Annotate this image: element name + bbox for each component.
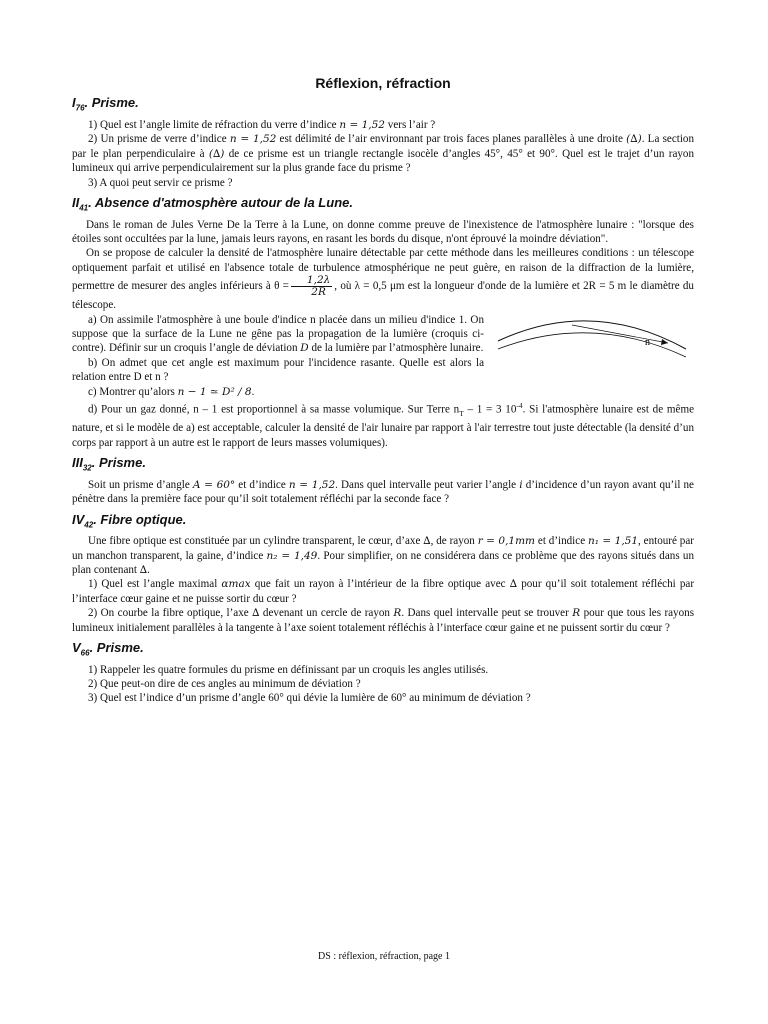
text: – 1 = 3 10 bbox=[463, 403, 517, 416]
index-label-n: n bbox=[645, 336, 650, 348]
math: αmax bbox=[221, 578, 251, 591]
text: pour qu’il soit totalement réfléchi par l’interface cœur gaine et ne puisse sortir du cœur ? bbox=[72, 578, 695, 605]
text: 2) On courbe la fibre optique, l’axe bbox=[88, 607, 249, 620]
section-2-heading bbox=[72, 195, 694, 217]
heading-roman: V bbox=[72, 640, 81, 656]
text: . bbox=[251, 385, 255, 398]
document-page bbox=[72, 76, 694, 706]
page-footer: DS : réflexion, réfraction, page 1 bbox=[318, 951, 450, 962]
text: que fait un rayon à l’intérieur de la fibre optique avec bbox=[254, 578, 506, 591]
s2-question-c bbox=[72, 385, 694, 399]
text: 1) Quel est l’angle maximal bbox=[88, 578, 218, 591]
fraction-denominator: 2R bbox=[311, 286, 326, 299]
heading-roman: III bbox=[72, 455, 83, 471]
text: d’incidence d’un rayon avant qu’il ne pénètre dans la première face pour qu’il soit totalement réfléchi par la seconde face ? bbox=[72, 478, 694, 506]
math: ∆ bbox=[252, 607, 260, 620]
heading-ref: 76 bbox=[75, 104, 85, 113]
math: ∆ bbox=[423, 535, 431, 548]
s2-paragraph-2 bbox=[72, 246, 694, 312]
heading-roman: I bbox=[72, 95, 76, 111]
s4-question-2 bbox=[72, 606, 694, 635]
math: n₂ = 1,49 bbox=[266, 549, 318, 562]
s1-question-3: 3) A quoi peut servir ce prisme ? bbox=[88, 176, 233, 189]
heading-text: . Prisme. bbox=[91, 455, 146, 471]
text: , entouré par un manchon transparent, la gaine, d’indice bbox=[72, 535, 694, 562]
heading-ref: 42 bbox=[84, 520, 94, 530]
atmosphere-boundary-arc bbox=[498, 320, 686, 348]
fraction-numerator: 1,2λ bbox=[291, 275, 332, 287]
heading-roman: II bbox=[72, 195, 80, 211]
text: Soit un prisme d’angle bbox=[88, 478, 190, 491]
section-3-heading bbox=[72, 455, 694, 477]
math: n = 1,52 bbox=[339, 119, 385, 131]
math: R bbox=[393, 607, 402, 620]
heading-text: . Fibre optique. bbox=[93, 511, 187, 527]
heading-text: . Prisme. bbox=[84, 95, 139, 111]
math: n = 1,52 bbox=[288, 478, 336, 491]
s2-question-a bbox=[72, 313, 484, 356]
s2-question-d bbox=[72, 399, 694, 450]
math: R bbox=[572, 607, 581, 620]
section-1-heading bbox=[72, 95, 694, 117]
text: Une fibre optique est constituée par un cylindre transparent, le cœur, d’axe bbox=[88, 535, 421, 548]
s1-question-2 bbox=[72, 132, 694, 175]
math: i bbox=[519, 478, 523, 491]
text: . Dans quel intervalle peut se trouver bbox=[401, 607, 569, 620]
heading-text: . Absence d'atmosphère autour de la Lune. bbox=[88, 195, 353, 211]
subscript: T bbox=[459, 409, 464, 418]
text: d) Pour un gaz donné, n – 1 est proportionnel à sa masse volumique. Sur Terre n bbox=[88, 403, 460, 416]
superscript: -4 bbox=[516, 401, 523, 411]
figure-side-text bbox=[72, 313, 484, 385]
text: . bbox=[147, 564, 150, 577]
math: A = 60° bbox=[192, 478, 236, 491]
math: (∆) bbox=[626, 133, 642, 146]
math: n₁ = 1,51 bbox=[588, 535, 639, 548]
s3-paragraph bbox=[72, 478, 694, 507]
moon-atmosphere-diagram bbox=[492, 309, 692, 369]
text: a) On assimile l'atmosphère à une boule d'indice n placée dans un milieu d'indice 1. On suppose que la surface de la Lune ne gêne pas la propagation de la lumière (croquis ci-contre). Définir sur un croquis l’angle de déviation bbox=[72, 313, 484, 355]
heading-roman: IV bbox=[72, 511, 85, 527]
heading-text: . Prisme. bbox=[89, 640, 144, 656]
text: . La section par le plan perpendiculaire à bbox=[72, 133, 695, 160]
s4-paragraph bbox=[72, 534, 694, 577]
fraction bbox=[291, 275, 332, 298]
math: ∆ bbox=[139, 564, 148, 577]
s4-question-1 bbox=[72, 577, 694, 606]
text: vers l’air ? bbox=[387, 119, 436, 131]
s5-question-2: 2) Que peut-on dire de ces angles au minimum de déviation ? bbox=[88, 678, 361, 691]
heading-ref: 66 bbox=[80, 648, 90, 658]
text: devenant un cercle de rayon bbox=[262, 607, 390, 620]
text: . Dans quel intervalle peut varier l’angle bbox=[335, 478, 517, 491]
figure-block bbox=[72, 313, 694, 385]
text: de la lumière par l’atmosphère lunaire. bbox=[311, 342, 484, 355]
text: 2) Un prisme de verre d’indice bbox=[88, 133, 227, 146]
text: et d’indice bbox=[537, 535, 586, 548]
page-title: Réflexion, réfraction bbox=[315, 75, 451, 91]
section-4-heading bbox=[72, 512, 694, 534]
moon-surface-arc bbox=[498, 332, 686, 356]
math: (∆) bbox=[208, 147, 225, 160]
math: D bbox=[300, 342, 309, 355]
s2-question-b: b) On admet que cet angle est maximum pour l'incidence rasante. Quelle est alors la relation entre D et n ? bbox=[72, 356, 484, 384]
text: 1) Quel est l’angle limite de réfraction du verre d’indice bbox=[88, 119, 337, 131]
math: n − 1 ≃ D² / 8 bbox=[177, 385, 252, 398]
heading-ref: 32 bbox=[82, 463, 92, 473]
s5-question-3: 3) Quel est l’indice d’un prisme d’angle 60° qui dévie la lumière de 60° au minimum de déviation ? bbox=[88, 692, 531, 705]
text: c) Montrer qu’alors bbox=[88, 385, 175, 398]
s2-paragraph-1: Dans le roman de Jules Verne De la Terre à la Lune, on donne comme preuve de l'inexistence de l'atmosphère lunaire : "lorsque des étoiles sont occultées par la lune, jamais leurs rayons, en rasant les bords du disque, n'ont éprouvé la moindre déviation". bbox=[72, 218, 694, 246]
text: , de rayon bbox=[430, 535, 475, 548]
section-5-heading bbox=[72, 640, 694, 662]
text: , où λ = 0,5 μm est la longueur d'onde de la lumière et 2R = 5 m le diamètre du télescope. bbox=[72, 280, 694, 312]
text: On se propose de calculer la densité de l'atmosphère lunaire détectable par cette méthode dans les meilleures conditions : un télescope optiquement parfait et utilisé en l'absence totale de turbulence atmosphérique ne peut guère, en raison de la diffraction de la lumière, permettre de mesurer des angles inférieurs à θ = bbox=[72, 247, 694, 293]
math: r = 0,1mm bbox=[477, 535, 536, 548]
s1-question-1 bbox=[72, 118, 694, 132]
text: . Si l'atmosphère lunaire est de même nature, et si le modèle de a) est acceptable, calculer la densité de l'air lunaire par rapport à l'air terrestre tout juste détectable (la densité d’un corps par rapport à un autre est le rapport de leurs masses volumiques). bbox=[72, 403, 694, 449]
heading-ref: 41 bbox=[79, 203, 89, 213]
text: pour que tous les rayons lumineux initialement parallèles à la tangente à l’axe soient totalement réfléchis à l’interface cœur gaine et ne puissent sortir du cœur ? bbox=[72, 607, 695, 634]
s5-question-1: 1) Rappeler les quatre formules du prisme en définissant par un croquis les angles utilisés. bbox=[88, 663, 489, 676]
math: n = 1,52 bbox=[229, 133, 277, 146]
text: de ce prisme est un triangle rectangle isocèle d’angles 45°, 45° et 90°. Quel est le trajet d’un rayon lumineux qui arrive perpendiculairement sur la plus grande face du prisme ? bbox=[72, 147, 695, 175]
text: . Pour simplifier, on ne considérera dans ce problème que des rayons situés dans un plan contenant bbox=[72, 549, 694, 577]
text: est délimité de l’air environnant par trois faces planes parallèles à une droite bbox=[279, 133, 623, 146]
text: et d’indice bbox=[238, 478, 286, 491]
math: ∆ bbox=[509, 578, 518, 591]
